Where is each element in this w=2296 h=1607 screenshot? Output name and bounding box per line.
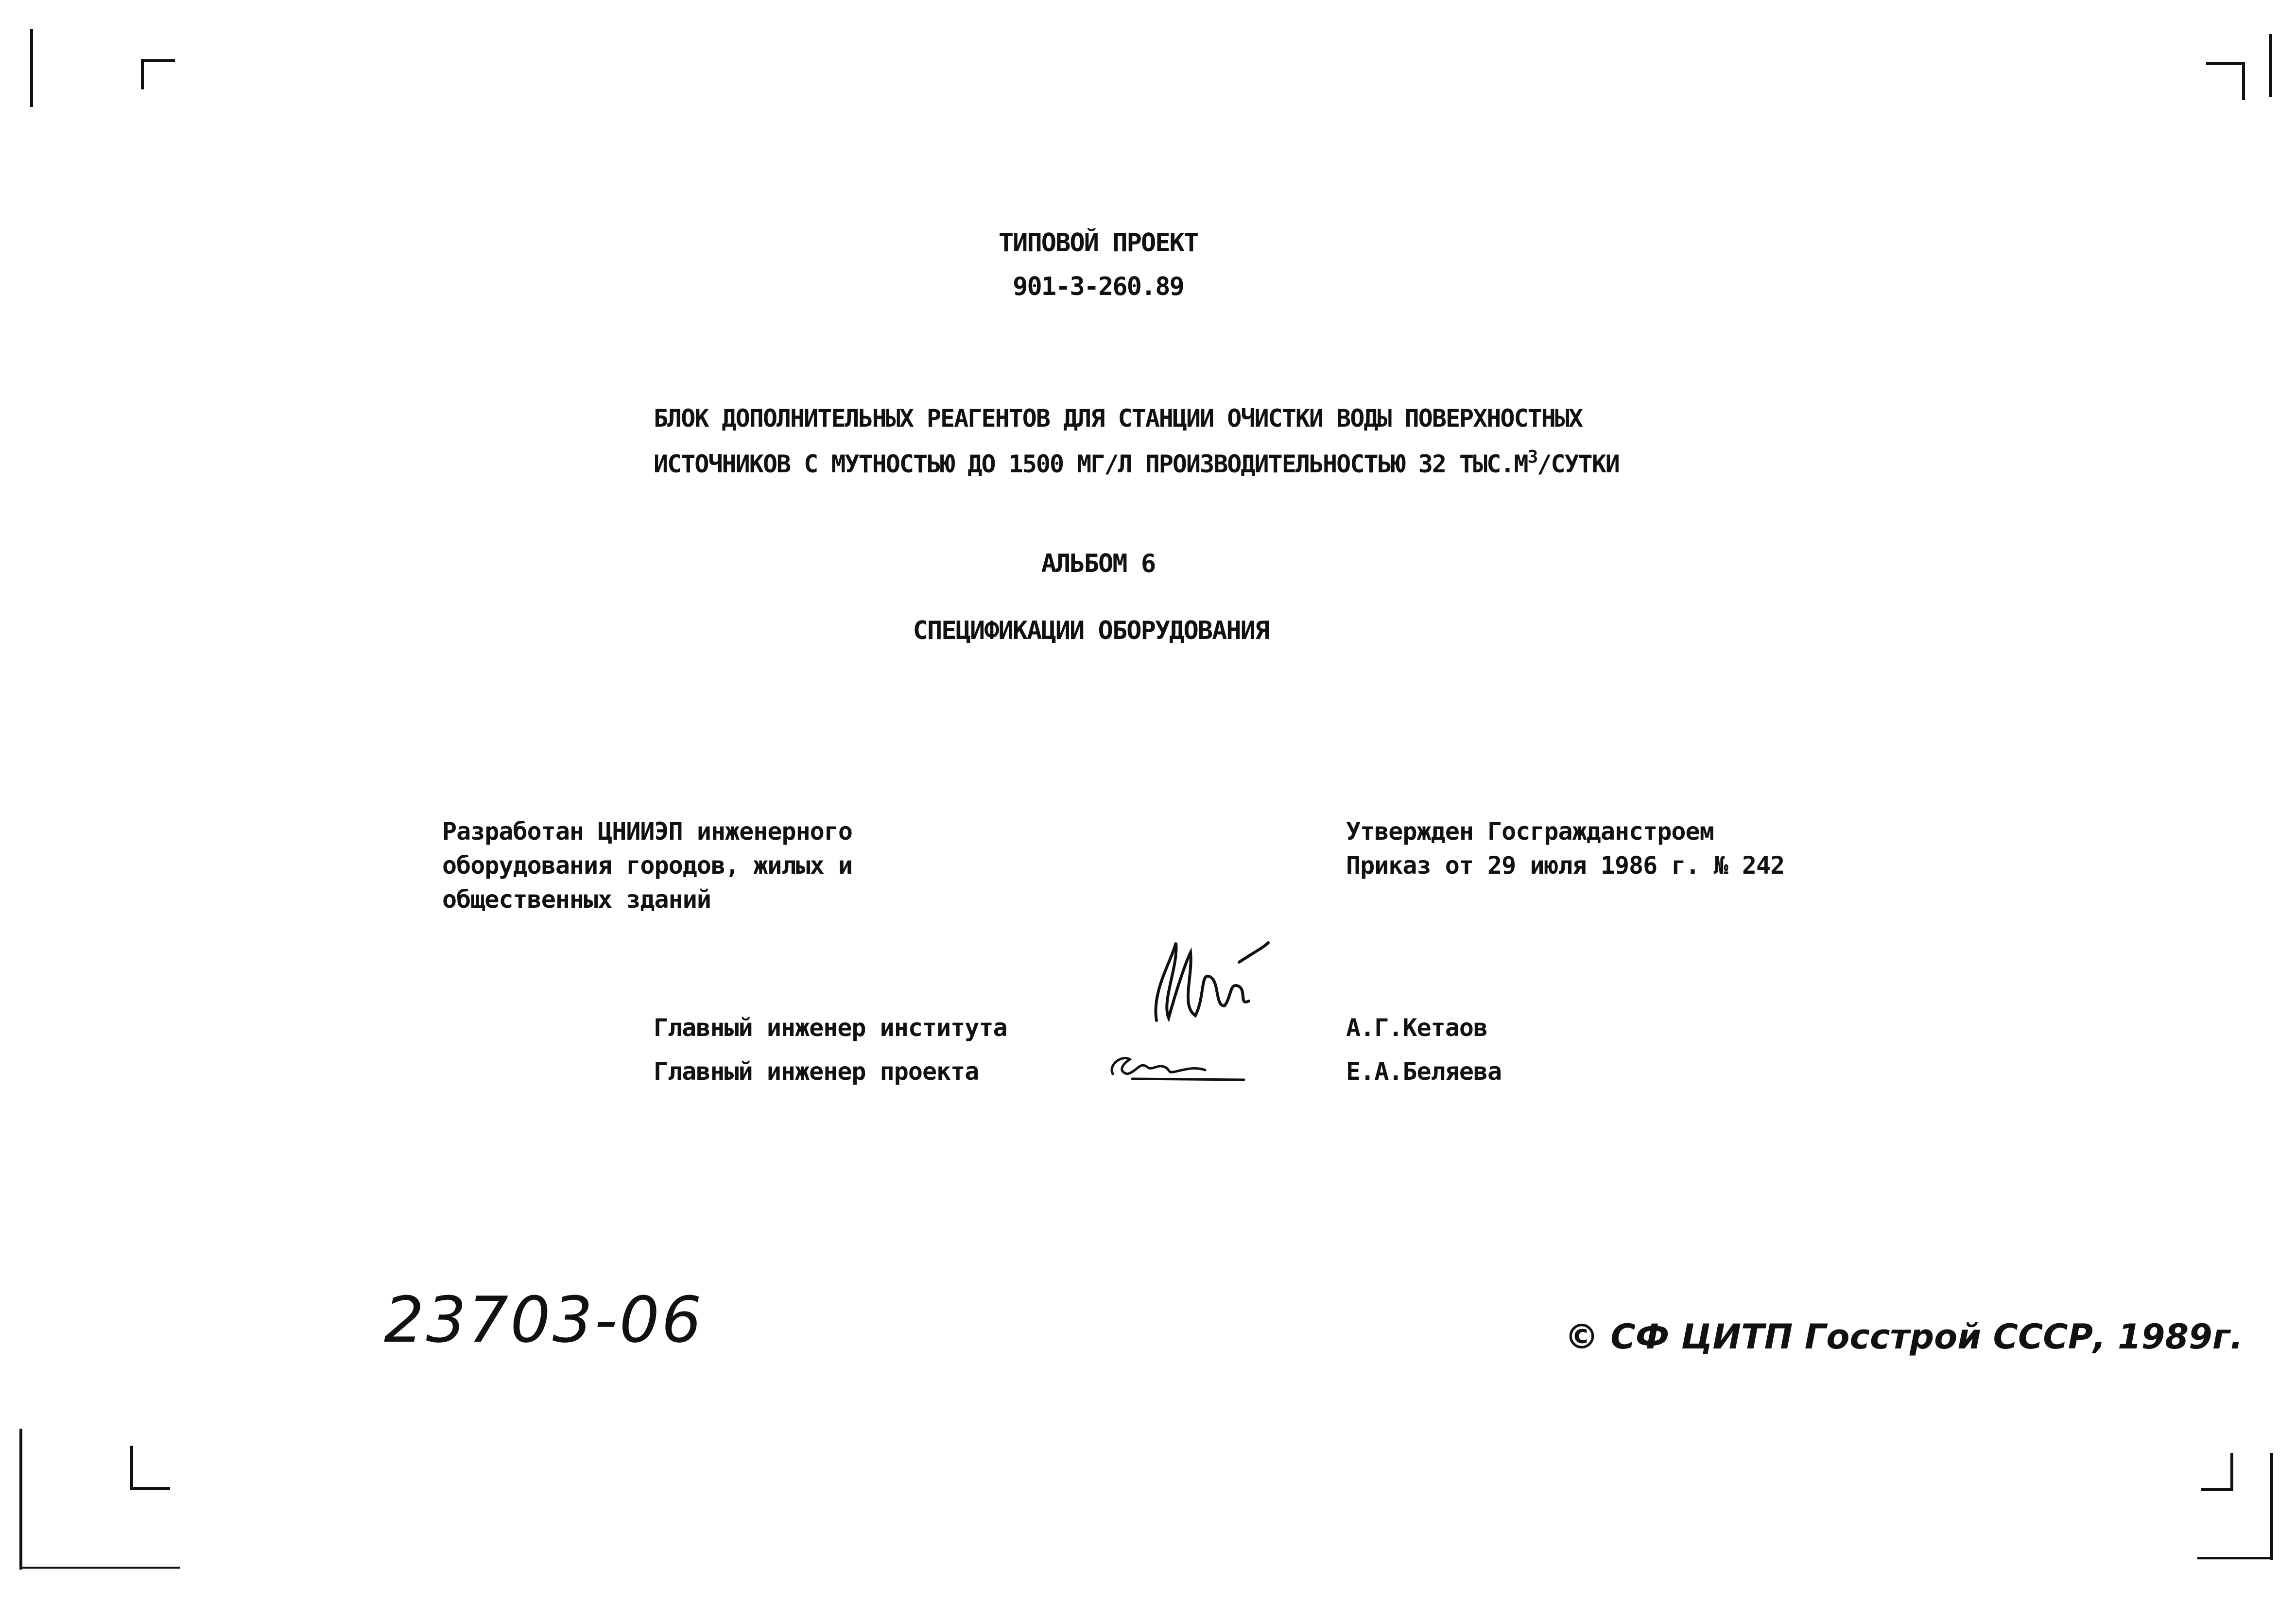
crop-mark-left-top	[30, 29, 33, 107]
corner-mark-top-left-v	[141, 59, 144, 89]
corner-mark-top-right-h	[2206, 62, 2245, 65]
corner-mark-bottom-left-v	[130, 1446, 133, 1489]
signatory-role-2: Главный инженер проекта	[654, 1057, 979, 1086]
signature-chief-engineer-institute	[1142, 933, 1278, 1030]
corner-mark-bottom-right-v	[2230, 1453, 2233, 1491]
corner-mark-bottom-right-h	[2201, 1488, 2233, 1491]
title-line-2	[654, 447, 1619, 478]
developer-line-1: Разработан ЦНИИЭП инженерного	[442, 817, 852, 846]
signatory-name-2: Е.А.Беляева	[1346, 1057, 1502, 1086]
signatory-role-1: Главный инженер института	[654, 1014, 1007, 1042]
header-project-number: 901-3-260.89	[1013, 272, 1184, 301]
developer-line-2: оборудования городов, жилых и	[442, 851, 852, 880]
crop-mark-right-bottom-h	[2197, 1557, 2273, 1559]
signatory-name-1: А.Г.Кетаов	[1346, 1014, 1488, 1042]
signature-chief-engineer-project	[1103, 1045, 1249, 1084]
crop-mark-left-bottom-v	[19, 1429, 22, 1570]
copyright-notice: © СФ ЦИТП Госстрой СССР, 1989г.	[1565, 1317, 2244, 1357]
crop-mark-right-bottom-v	[2270, 1453, 2273, 1560]
approval-line-1: Утвержден Госгражданстроем	[1346, 817, 1714, 846]
inventory-number: 23703-06	[384, 1283, 704, 1357]
approval-line-2: Приказ от 29 июля 1986 г. № 242	[1346, 851, 1785, 880]
title-line-2-unit: /СУТКИ	[1537, 450, 1619, 478]
title-line-2-text: ИСТОЧНИКОВ С МУТНОСТЬЮ ДО 1500 МГ/Л ПРОИЗВОДИТЕЛЬНОСТЬЮ 32 ТЫС.М	[654, 450, 1528, 478]
album-label: АЛЬБОМ 6	[1041, 549, 1156, 578]
corner-mark-top-left-h	[141, 59, 175, 62]
title-cubic-superscript: 3	[1527, 447, 1537, 467]
title-line-1: БЛОК ДОПОЛНИТЕЛЬНЫХ РЕАГЕНТОВ ДЛЯ СТАНЦИИ ОЧИСТКИ ВОДЫ ПОВЕРХНОСТНЫХ	[654, 404, 1582, 432]
corner-mark-bottom-left-h	[130, 1487, 170, 1490]
crop-mark-left-bottom-h	[19, 1567, 180, 1569]
corner-mark-top-right-v	[2242, 62, 2245, 100]
subject-label: СПЕЦИФИКАЦИИ ОБОРУДОВАНИЯ	[913, 616, 1269, 645]
crop-mark-right-top	[2269, 34, 2272, 97]
header-project-type: ТИПОВОЙ ПРОЕКТ	[998, 228, 1198, 258]
developer-line-3: общественных зданий	[442, 885, 711, 914]
